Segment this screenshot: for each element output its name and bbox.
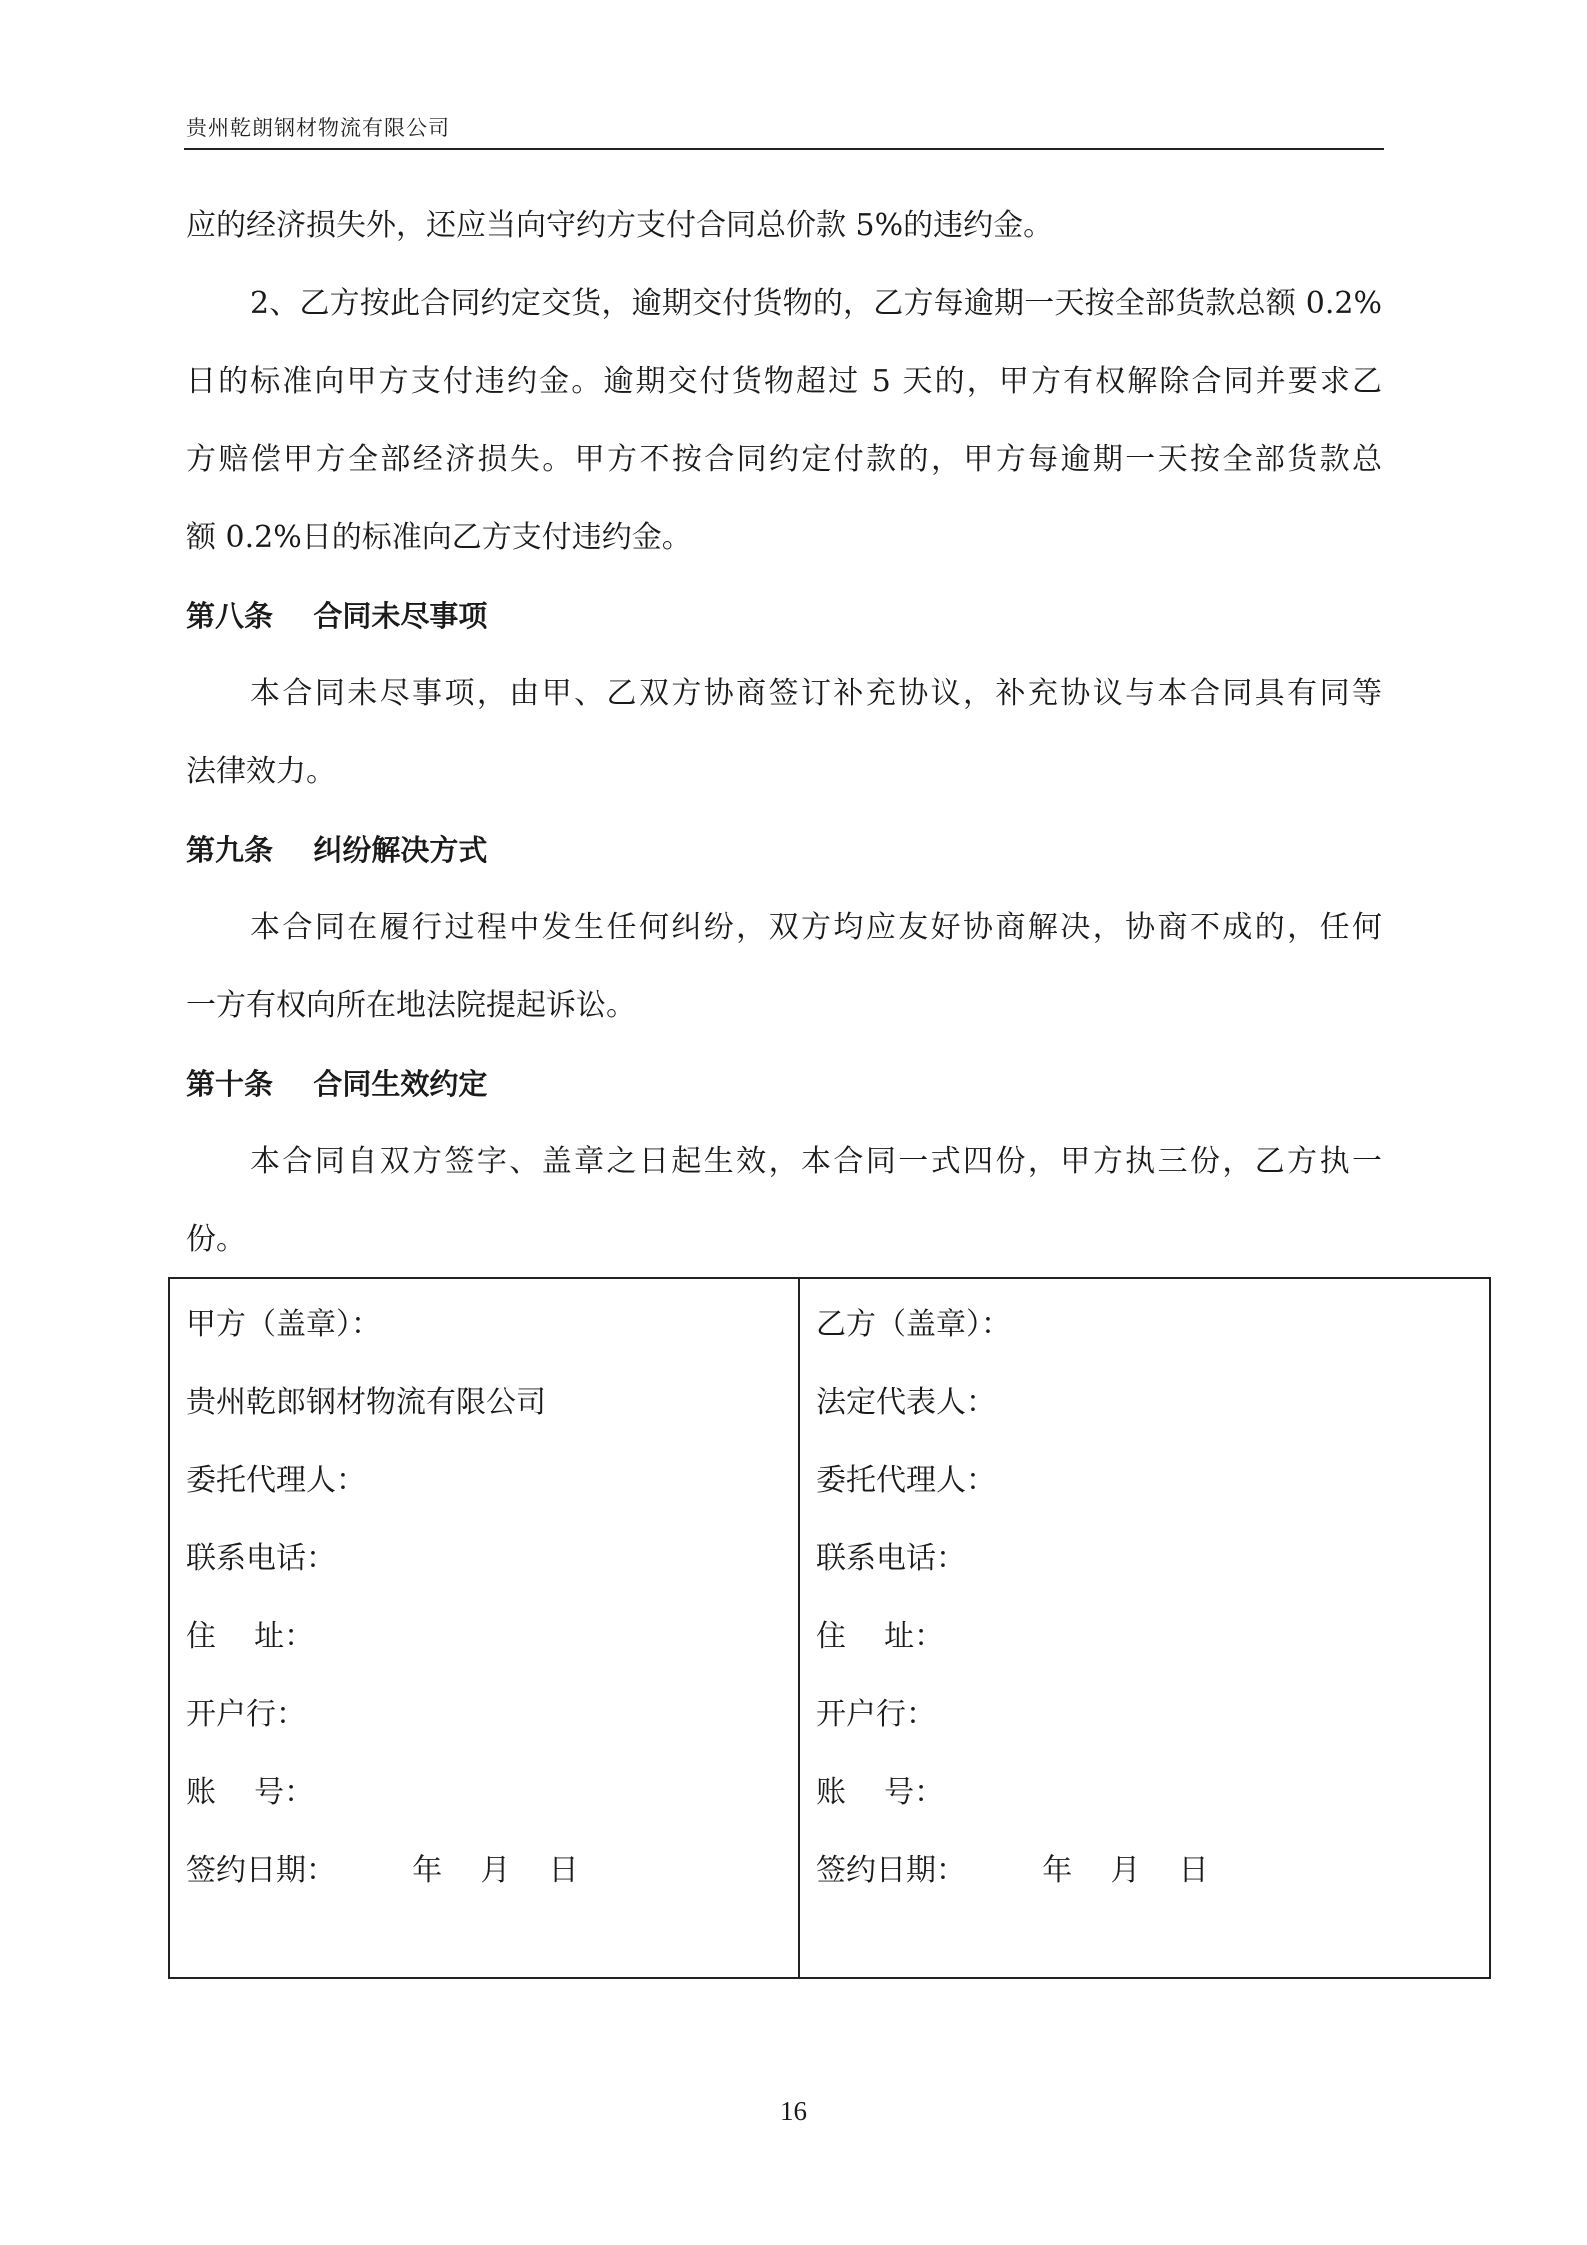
- article-9-heading: 第九条 纠纷解决方式: [186, 833, 488, 867]
- party-a-field: 贵州乾郎钢材物流有限公司: [186, 1385, 546, 1420]
- party-a-field: 住 址：: [186, 1619, 315, 1654]
- paragraph-line: 本合同未尽事项，由甲、乙双方协商签订补充协议，补充协议与本合同具有同等: [250, 676, 1382, 711]
- page-header-company: 贵州乾朗钢材物流有限公司: [186, 116, 450, 140]
- party-b-field: 住 址：: [816, 1619, 945, 1654]
- signature-table: [168, 1277, 1491, 1979]
- paragraph-line: 份。: [186, 1222, 246, 1257]
- party-a-field: 委托代理人：: [186, 1463, 366, 1498]
- party-b-field: 开户行：: [816, 1697, 936, 1732]
- paragraph-line: 额 0.2%日的标准向乙方支付违约金。: [186, 520, 692, 555]
- signature-table-divider: [798, 1279, 800, 1977]
- paragraph-line: 本合同在履行过程中发生任何纠纷，双方均应友好协商解决，协商不成的，任何: [250, 910, 1382, 945]
- paragraph-line: 2、乙方按此合同约定交货，逾期交付货物的，乙方每逾期一天按全部货款总额 0.2%: [250, 286, 1382, 321]
- party-b-field: 法定代表人：: [816, 1385, 996, 1420]
- header-rule: [184, 148, 1384, 150]
- party-b-field: 签约日期： 年 月 日: [816, 1853, 1209, 1888]
- paragraph-line: 法律效力。: [186, 754, 336, 789]
- party-b-field: 委托代理人：: [816, 1463, 996, 1498]
- paragraph-line: 日的标准向甲方支付违约金。逾期交付货物超过 5 天的，甲方有权解除合同并要求乙: [186, 364, 1382, 399]
- paragraph-line: 本合同自双方签字、盖章之日起生效，本合同一式四份，甲方执三份，乙方执一: [250, 1144, 1382, 1179]
- party-a-field: 账 号：: [186, 1775, 315, 1810]
- party-b-field: 联系电话：: [816, 1541, 966, 1576]
- party-a-field: 开户行：: [186, 1697, 306, 1732]
- party-a-field: 签约日期： 年 月 日: [186, 1853, 579, 1888]
- party-b-field: 乙方（盖章）：: [816, 1307, 1011, 1342]
- party-a-field: 联系电话：: [186, 1541, 336, 1576]
- paragraph-line: 一方有权向所在地法院提起诉讼。: [186, 988, 636, 1023]
- party-a-field: 甲方（盖章）：: [186, 1307, 381, 1342]
- paragraph-line: 应的经济损失外，还应当向守约方支付合同总价款 5%的违约金。: [186, 208, 1054, 243]
- paragraph-line: 方赔偿甲方全部经济损失。甲方不按合同约定付款的，甲方每逾期一天按全部货款总: [186, 442, 1382, 477]
- page-number: 16: [780, 2096, 807, 2126]
- article-10-heading: 第十条 合同生效约定: [186, 1067, 488, 1101]
- party-b-field: 账 号：: [816, 1775, 945, 1810]
- article-8-heading: 第八条 合同未尽事项: [186, 599, 488, 633]
